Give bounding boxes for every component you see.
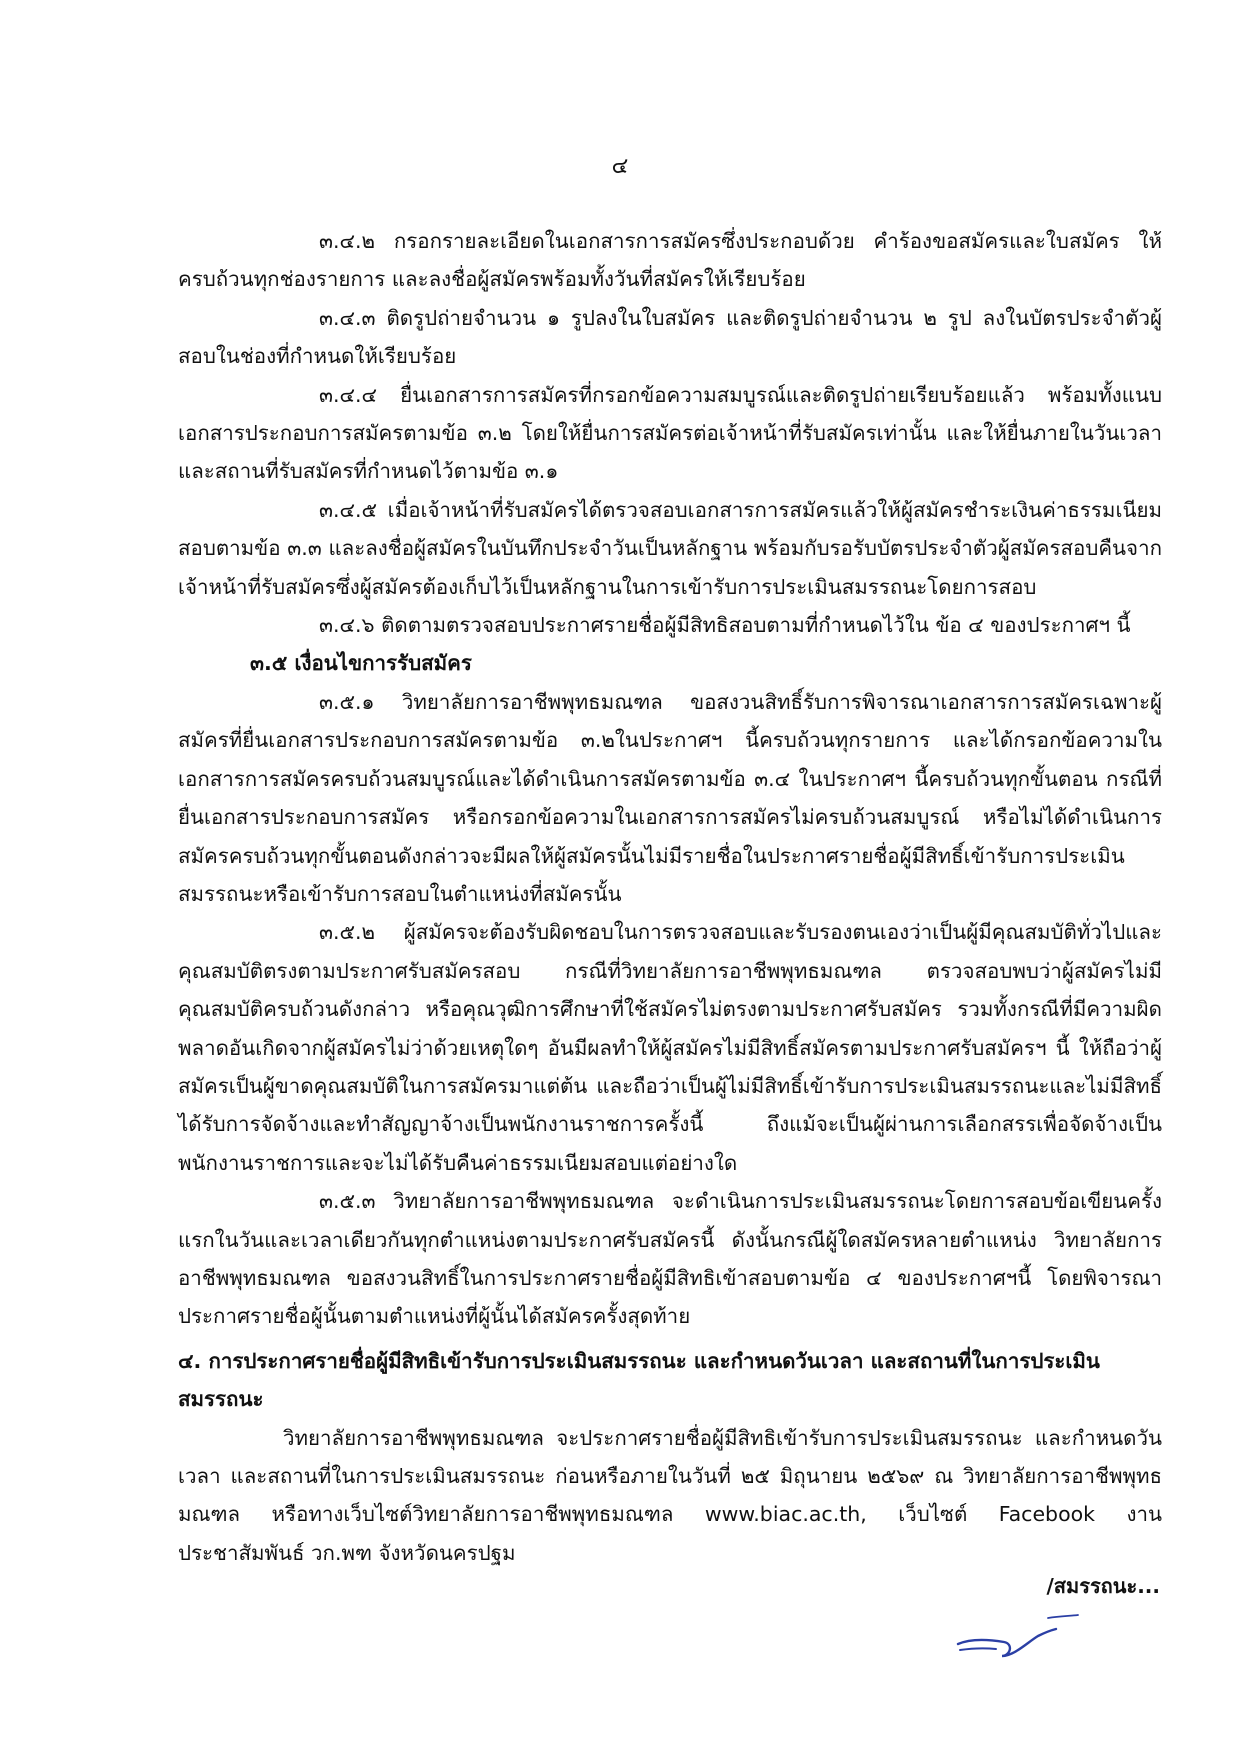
paragraph-3-4-2: ๓.๔.๒ กรอกรายละเอียดในเอกสารการสมัครซึ่งประกอบด้วย คำร้องขอสมัครและใบสมัคร ให้ครบถ้วนทุกช่องรายการ และลงชื่อผู้สมัครพร้อมทั้งวันที่สมัครให้เรียบร้อย [178,229,1162,292]
paragraph-3-5-3: ๓.๕.๓ วิทยาลัยการอาชีพพุทธมณฑล จะดำเนินการประเมินสมรรถนะโดยการสอบข้อเขียนครั้งแรกในวันและเวลาเดียวกันทุกตำแหน่งตามประกาศรับสมัครนี้ ดังนั้นกรณีผู้ใดสมัครหลายตำแหน่ง วิทยาลัยการอาชีพพุทธมณฑล ขอสงวนสิทธิ์ในการประกาศรายชื่อผู้มีสิทธิเข้าสอบตามข้อ ๔ ของประกาศฯนี้ โดยพิจารณาประกาศรายชื่อผู้นั้นตามตำแหน่งที่ผู้นั้นได้สมัครครั้งสุดท้าย [178,1189,1162,1329]
paragraph-3-5-2: ๓.๕.๒ ผู้สมัครจะต้องรับผิดชอบในการตรวจสอบและรับรองตนเองว่าเป็นผู้มีคุณสมบัติทั่วไปและคุณสมบัติตรงตามประกาศรับสมัครสอบ กรณีที่วิทยาลัยการอาชีพพุทธมณฑล ตรวจสอบพบว่าผู้สมัครไม่มีคุณสมบัติครบถ้วนดังกล่าว หรือคุณวุฒิการศึกษาที่ใช้สมัครไม่ตรงตามประกาศรับสมัคร รวมทั้งกรณีที่มีความผิดพลาดอันเกิดจากผู้สมัครไม่ว่าด้วยเหตุใดๆ อันมีผลทำให้ผู้สมัครไม่มีสิทธิ์สมัครตามประกาศรับสมัครฯ นี้ ให้ถือว่าผู้สมัครเป็นผู้ขาดคุณสมบัติในการสมัครมาแต่ต้น และถือว่าเป็นผู้ไม่มีสิทธิ์เข้ารับการประเมินสมรรถนะและไม่มีสิทธิ์ได้รับการจัดจ้างและทำสัญญาจ้างเป็นพนักงานราชการครั้งนี้ ถึงแม้จะเป็นผู้ผ่านการเลือกสรรเพื่อจัดจ้างเป็นพนักงานราชการและจะไม่ได้รับคืนค่าธรรมเนียมสอบแต่อย่างใด [178,920,1162,1175]
signature-image [952,1612,1082,1662]
paragraph-3-4-3: ๓.๔.๓ ติดรูปถ่ายจำนวน ๑ รูปลงในใบสมัคร และติดรูปถ่ายจำนวน ๒ รูป ลงในบัตรประจำตัวผู้สอบในช่องที่กำหนดให้เรียบร้อย [178,305,1162,369]
heading-section-4: ๔. การประกาศรายชื่อผู้มีสิทธิเข้ารับการประเมินสมรรถนะ และกำหนดวันเวลา และสถานที่ในการประเมินสมรรถนะ [178,1348,1100,1412]
paragraph-3-4-5: ๓.๔.๕ เมื่อเจ้าหน้าที่รับสมัครได้ตรวจสอบเอกสารการสมัครแล้วให้ผู้สมัครชำระเงินค่าธรรมเนียมสอบตามข้อ ๓.๓ และลงชื่อผู้สมัครในบันทึกประจำวันเป็นหลักฐาน พร้อมกับรอรับบัตรประจำตัวผู้สมัครสอบคืนจากเจ้าหน้าที่รับสมัครซึ่งผู้สมัครต้องเก็บไว้เป็นหลักฐานในการเข้ารับการประเมินสมรรถนะโดยการสอบ [178,497,1162,599]
paragraph-3-4-4: ๓.๔.๔ ยื่นเอกสารการสมัครที่กรอกข้อความสมบูรณ์และติดรูปถ่ายเรียบร้อยแล้ว พร้อมทั้งแนบเอกสารประกอบการสมัครตามข้อ ๓.๒ โดยให้ยื่นการสมัครต่อเจ้าหน้าที่รับสมัครเท่านั้น และให้ยื่นภายในวันเวลาและสถานที่รับสมัครที่กำหนดไว้ตามข้อ ๓.๑ [178,382,1162,484]
heading-3-5: ๓.๕ เงื่อนไขการรับสมัคร [250,651,472,676]
document-body [178,222,1162,1572]
paragraph-3-5-1: ๓.๕.๑ วิทยาลัยการอาชีพพุทธมณฑล ขอสงวนสิทธิ์รับการพิจารณาเอกสารการสมัครเฉพาะผู้สมัครที่ยื่นเอกสารประกอบการสมัครตามข้อ ๓.๒ในประกาศฯ นี้ครบถ้วนทุกรายการ และได้กรอกข้อความในเอกสารการสมัครครบถ้วนสมบูรณ์และได้ดำเนินการสมัครตามข้อ ๓.๔ ในประกาศฯ นี้ครบถ้วนทุกขั้นตอน กรณีที่ยื่นเอกสารประกอบการสมัคร หรือกรอกข้อความในเอกสารการสมัครไม่ครบถ้วนสมบูรณ์ หรือไม่ได้ดำเนินการสมัครครบถ้วนทุกขั้นตอนดังกล่าวจะมีผลให้ผู้สมัครนั้นไม่มีรายชื่อในประกาศรายชื่อผู้มีสิทธิ์เข้ารับการประเมินสมรรถนะหรือเข้ารับการสอบในตำแหน่งที่สมัครนั้น [178,689,1162,906]
paragraph-section-4: วิทยาลัยการอาชีพพุทธมณฑล จะประกาศรายชื่อผู้มีสิทธิเข้ารับการประเมินสมรรถนะ และกำหนดวัน เวลา และสถานที่ในการประเมินสมรรถนะ ก่อนหรือภายในวันที่ ๒๕ มิถุนายน ๒๕๖๙ ณ วิทยาลัยการอาชีพพุทธมณฑล หรือทางเว็บไซต์วิทยาลัยการอาชีพพุทธมณฑล www.biac.ac.th, เว็บไซต์ Facebook งานประชาสัมพันธ์ วก.พฑ จังหวัดนครปฐม [178,1425,1162,1565]
paragraph-3-4-6: ๓.๔.๖ ติดตามตรวจสอบประกาศรายชื่อผู้มีสิทธิสอบตามที่กำหนดไว้ใน ข้อ ๔ ของประกาศฯ นี้ [319,613,1131,638]
continuation-mark: /สมรรถนะ... [1046,1574,1160,1598]
page-number: ๔ [611,154,629,179]
